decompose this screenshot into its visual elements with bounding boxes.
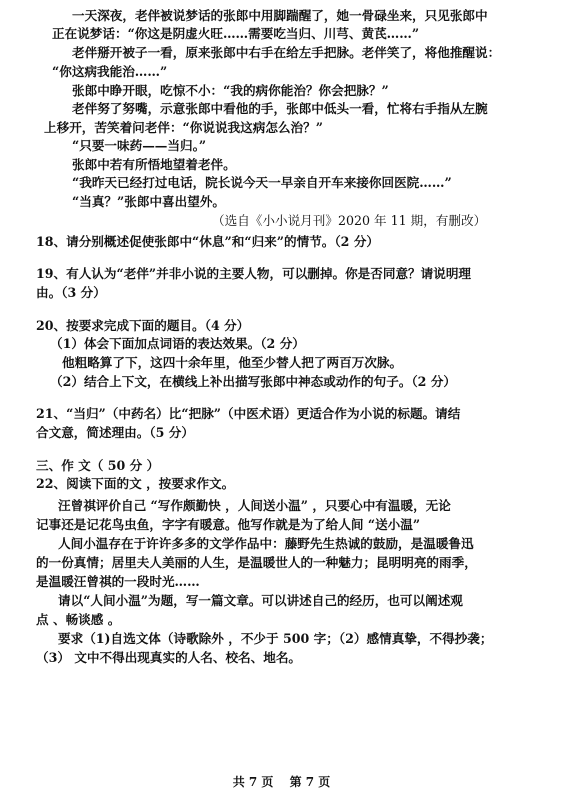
composition-line: 点 、畅谈感 。: [36, 612, 121, 627]
composition-line: 的一份真情；居里夫人美丽的人生，是温暖世人的一种魅力；昆明明亮的雨季，: [36, 555, 477, 570]
composition-heading: 三、作 文（ 50 分 ）: [36, 458, 160, 473]
question-20-part-1: （1）体会下面加点词语的表达效果。（2 分）: [50, 336, 305, 351]
question-20: 20、按要求完成下面的题目。（4 分）: [36, 318, 250, 333]
page-footer: 共 7 页 第 7 页: [232, 775, 331, 789]
story-line: “你这病我能治……”: [52, 64, 168, 79]
composition-line: 要求（1)自选文体（诗歌除外 ，不少于 500 字；（2）感情真挚，不得抄袭；: [58, 631, 493, 646]
question-22: 22、阅读下面的文 ，按要求作文。: [36, 476, 235, 491]
question-20-part-2: （2）结合上下文，在横线上补出描写张郎中神态或动作的句子。（2 分）: [50, 374, 457, 389]
story-line: “当真？”张郎中喜出望外。: [72, 194, 226, 209]
story-line: 张郎中睁开眼，吃惊不小：“我的病你能治？你会把脉？”: [72, 83, 389, 98]
composition-line: 汪曾祺评价自己 “写作颇勤快 ，人间送小温” ，只要心中有温暖，无论: [58, 498, 451, 513]
composition-line: 记事还是记花鸟虫鱼，字字有暖意。他写作就是为了给人间 “送小温”: [36, 517, 421, 532]
question-19-line-1: 19、有人认为“老伴”并非小说的主要人物，可以删掉。你是否同意？请说明理: [36, 266, 472, 281]
question-20-sentence: 他粗略算了下，这四十余年里，他至少替人把了两百万次脉。: [62, 355, 403, 370]
story-line: 张郎中若有所悟地望着老伴。: [72, 157, 236, 172]
composition-line: 请以“人间小温”为题，写一篇文章。可以讲述自己的经历，也可以阐述观: [58, 593, 463, 608]
story-line: “我昨天已经打过电话，院长说今天一早亲自开车来接你回医院……”: [72, 175, 452, 190]
composition-line: （3） 文中不得出现真实的人名、校名、地名。: [36, 650, 302, 665]
question-21-line-1: 21、“当归”（中药名）比“把脉”（中医术语）更适合作为小说的标题。请结: [36, 406, 461, 421]
story-line: 正在说梦话：“你这是阴虚火旺……需要吃当归、川芎、黄芪……”: [52, 26, 420, 41]
story-line: “只要一味药——当归。”: [72, 138, 207, 153]
composition-line: 人间小温存在于许许多多的文学作品中：藤野先生热诚的鼓励，是温暖鲁迅: [58, 536, 474, 551]
story-line: 上移开，苦笑着问老伴：“你说说我这病怎么治？”: [44, 120, 323, 135]
question-19-line-2: 由。（3 分）: [36, 285, 106, 300]
story-line: 老伴掰开被子一看，原来张郎中右手在给左手把脉。老伴笑了，将他推醒说：: [72, 45, 501, 60]
story-line: 老伴努了努嘴，示意张郎中看他的手，张郎中低头一看，忙将右手指从左腕: [72, 101, 488, 116]
story-line: 一天深夜，老伴被说梦话的张郎中用脚踹醒了，她一骨碌坐来，只见张郎中: [72, 8, 488, 23]
story-source: （选自《小小说月刊》2020 年 11 期，有删改）: [212, 213, 487, 228]
question-18: 18、请分别概述促使张郎中“休息”和“归来”的情节。（2 分）: [36, 234, 380, 249]
composition-line: 是温暖汪曾祺的一段时光……: [36, 574, 200, 589]
question-21-line-2: 合文意，简述理由。（5 分）: [36, 425, 194, 440]
